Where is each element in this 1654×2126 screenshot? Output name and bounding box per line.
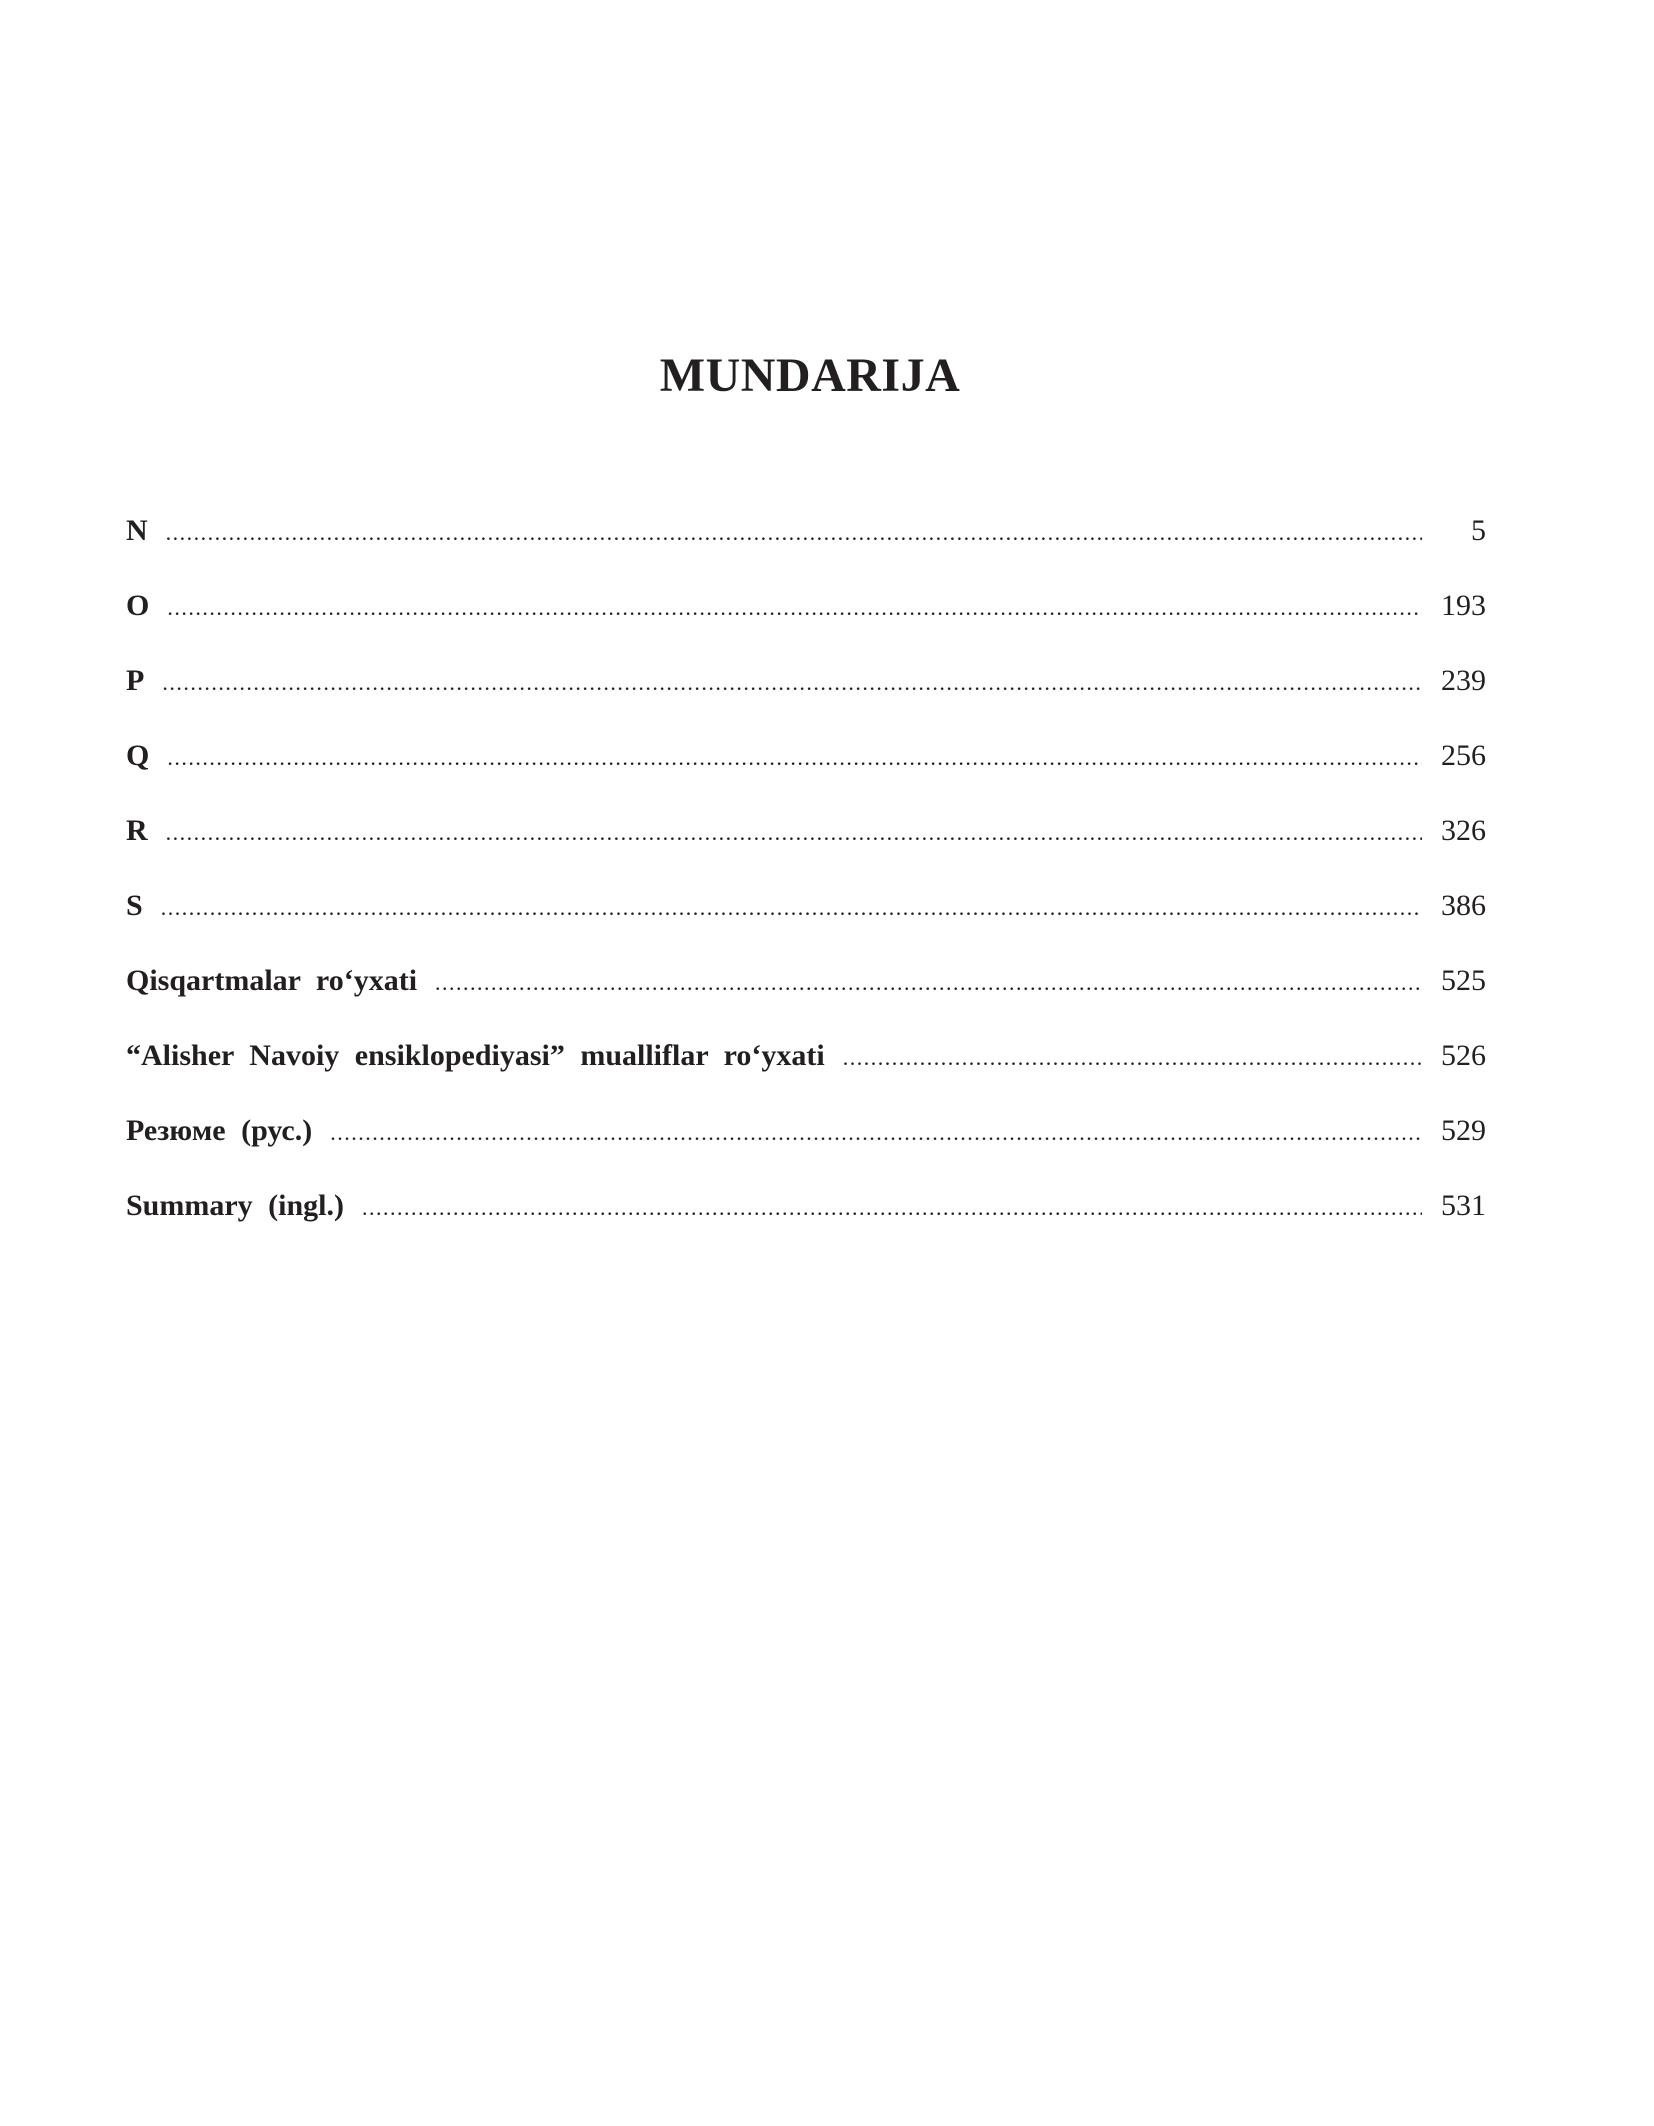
toc-entry-resume-rus[interactable] — [126, 1116, 1486, 1191]
toc-entry-page: 529 — [1441, 1114, 1486, 1147]
toc-entry-label: S — [126, 889, 143, 922]
toc-entry-page: 386 — [1441, 889, 1486, 922]
dot-leader — [161, 897, 1422, 919]
toc-entry-page: 5 — [1471, 514, 1486, 547]
toc-entry-label: Summary (ingl.) — [126, 1189, 344, 1222]
dot-leader — [167, 597, 1422, 619]
toc-entry-authors[interactable] — [126, 1041, 1486, 1116]
toc-entry-page: 525 — [1441, 964, 1486, 997]
toc-entry-label: P — [126, 664, 145, 697]
toc-entry-r[interactable] — [126, 816, 1486, 891]
toc-entry-page: 193 — [1441, 589, 1486, 622]
dot-leader — [166, 822, 1422, 844]
dot-leader — [330, 1122, 1422, 1144]
toc-entry-p[interactable] — [126, 666, 1486, 741]
dot-leader — [167, 747, 1422, 769]
toc-entry-page: 531 — [1441, 1189, 1486, 1222]
table-of-contents — [126, 516, 1486, 1266]
dot-leader — [166, 522, 1422, 544]
toc-entry-s[interactable] — [126, 891, 1486, 966]
toc-entry-abbreviations[interactable] — [126, 966, 1486, 1041]
toc-entry-q[interactable] — [126, 741, 1486, 816]
toc-entry-label: Q — [126, 739, 150, 772]
toc-entry-o[interactable] — [126, 591, 1486, 666]
toc-entry-page: 526 — [1441, 1039, 1486, 1072]
toc-entry-label: Qisqartmalar ro‘yxati — [126, 964, 418, 997]
toc-entry-page: 256 — [1441, 739, 1486, 772]
toc-entry-label: N — [126, 514, 148, 547]
dot-leader — [843, 1047, 1422, 1069]
dot-leader — [435, 972, 1422, 994]
dot-leader — [362, 1197, 1422, 1219]
toc-entry-n[interactable] — [126, 516, 1486, 591]
toc-entry-page: 239 — [1441, 664, 1486, 697]
toc-entry-label: R — [126, 814, 148, 847]
toc-entry-page: 326 — [1441, 814, 1486, 847]
toc-entry-label: “Alisher Navoiy ensiklopediyasi” mualliflar ro‘yxati — [126, 1039, 825, 1072]
toc-entry-label: Резюме (рус.) — [126, 1114, 313, 1147]
page-title: MUNDARIJA — [659, 349, 961, 402]
toc-entry-label: O — [126, 589, 150, 622]
toc-entry-summary-ingl[interactable] — [126, 1191, 1486, 1266]
dot-leader — [162, 672, 1422, 694]
